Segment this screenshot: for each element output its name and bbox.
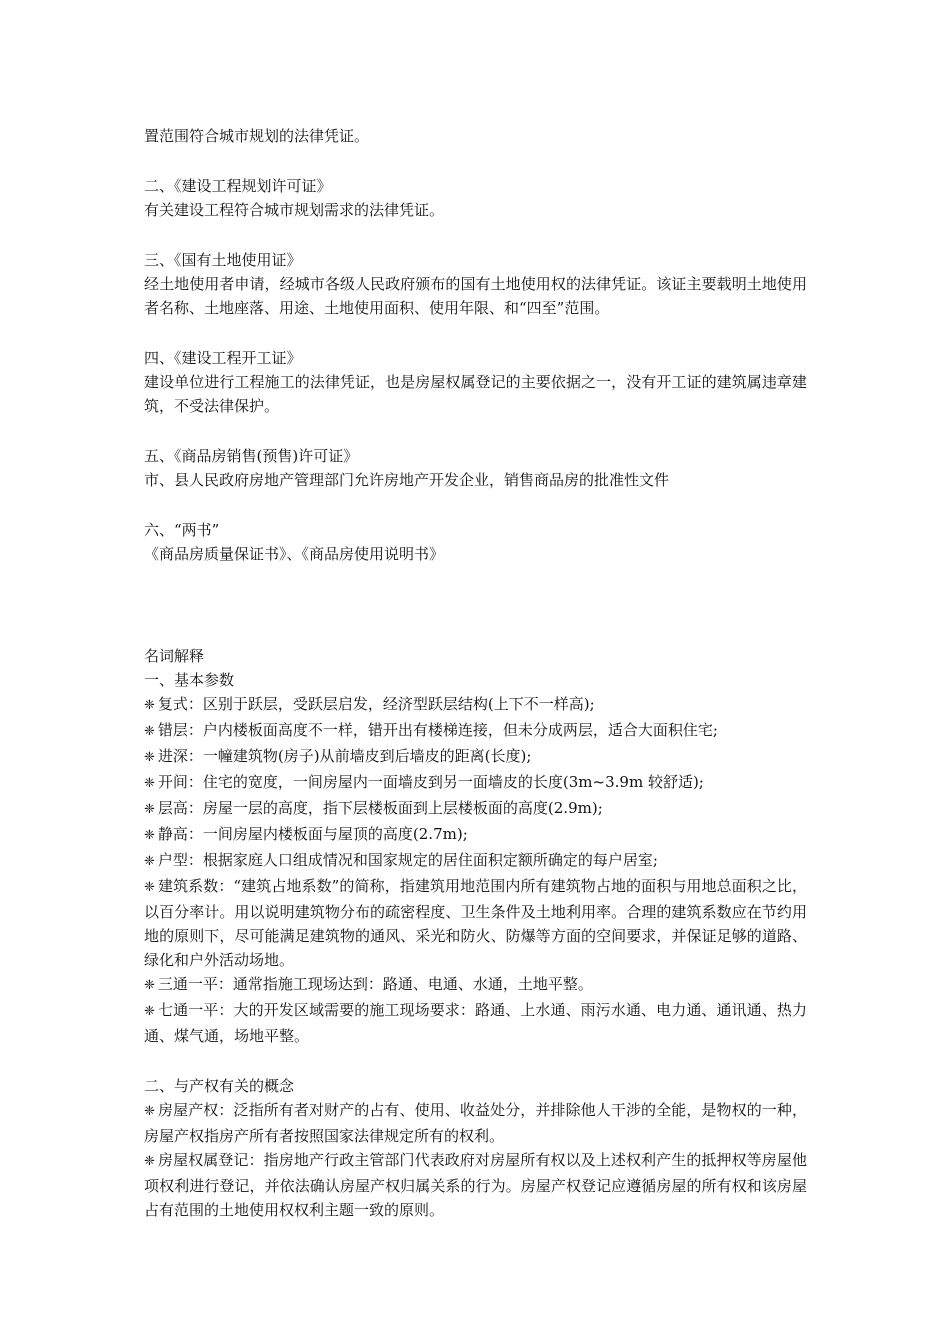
glossary-item [144, 972, 807, 998]
bullet-icon: ❈ [144, 1154, 155, 1169]
glossary-part1-heading: 一、基本参数 [144, 671, 235, 689]
section-body: 《商品房质量保证书》、《商品房使用说明书》 [144, 545, 445, 563]
glossary-item-text: 户型：根据家庭人口组成情况和国家规定的居住面积定额所确定的每户居室; [157, 851, 658, 869]
bullet-icon: ❈ [144, 1104, 155, 1119]
glossary-item-text: 复式：区别于跃层，受跃层启发，经济型跃层结构(上下不一样高); [157, 695, 595, 713]
glossary-item [144, 998, 807, 1048]
bullet-icon: ❈ [144, 828, 155, 843]
section-heading: 六、“两书” [144, 521, 220, 539]
bullet-icon: ❈ [144, 1004, 155, 1019]
section-heading: 四、《建设工程开工证》 [144, 349, 302, 367]
bullet-icon: ❈ [144, 776, 155, 791]
glossary-part2-list [144, 1098, 807, 1222]
glossary-item-text: 房屋权属登记：指房地产行政主管部门代表政府对房屋所有权以及上述权利产生的抵押权等房屋他项权利进行登记，并依法确认房屋产权归属关系的行为。房屋产权登记应遵循房屋的所有权和该房屋占有范围的土地使用权权利主题一致的原则。 [144, 1151, 807, 1219]
intro-fragment: 置范围符合城市规划的法律凭证。 [144, 127, 370, 145]
glossary-item [144, 874, 807, 972]
bullet-icon: ❈ [144, 698, 155, 713]
glossary-part1-list [144, 692, 807, 1048]
section-heading: 二、《建设工程规划许可证》 [144, 177, 332, 195]
glossary-item-text: 房屋产权：泛指所有者对财产的占有、使用、收益处分，并排除他人干涉的全能，是物权的一种，房屋产权指房产所有者按照国家法律规定所有的权利。 [144, 1101, 807, 1145]
glossary-item-text: 进深：一幢建筑物(房子)从前墙皮到后墙皮的距离(长度); [157, 747, 532, 765]
glossary-item [144, 796, 807, 822]
glossary-item [144, 1148, 807, 1222]
bullet-icon: ❈ [144, 802, 155, 817]
glossary-item-text: 开间：住宅的宽度，一间房屋内一面墙皮到另一面墙皮的长度(3m~3.9m 较舒适); [157, 773, 704, 791]
section-heading: 五、《商品房销售(预售)许可证》 [144, 447, 359, 465]
section-body: 经土地使用者申请，经城市各级人民政府颁布的国有土地使用权的法律凭证。该证主要载明土地使用者名称、土地座落、用途、土地使用面积、使用年限、和“四至”范围。 [144, 275, 807, 317]
glossary-item-text: 静高：一间房屋内楼板面与屋顶的高度(2.7m); [157, 825, 468, 843]
bullet-icon: ❈ [144, 750, 155, 765]
glossary-item-text: 七通一平：大的开发区域需要的施工现场要求：路通、上水通、雨污水通、电力通、通讯通、热力通、煤气通，场地平整。 [144, 1001, 807, 1045]
glossary-item [144, 744, 807, 770]
section-heading: 三、《国有土地使用证》 [144, 251, 302, 269]
bullet-icon: ❈ [144, 724, 155, 739]
glossary-part2-heading: 二、与产权有关的概念 [144, 1077, 295, 1095]
glossary-item [144, 1098, 807, 1148]
glossary-item [144, 692, 807, 718]
bullet-icon: ❈ [144, 880, 155, 895]
glossary-title: 名词解释 [144, 647, 205, 665]
glossary-item [144, 770, 807, 796]
section-body: 建设单位进行工程施工的法律凭证，也是房屋权属登记的主要依据之一，没有开工证的建筑属违章建筑，不受法律保护。 [144, 373, 807, 415]
bullet-icon: ❈ [144, 978, 155, 993]
section-body: 有关建设工程符合城市规划需求的法律凭证。 [144, 201, 445, 219]
glossary-item-text: 建筑系数：“建筑占地系数”的简称，指建筑用地范围内所有建筑物占地的面积与用地总面积之比，以百分率计。用以说明建筑物分布的疏密程度、卫生条件及土地利用率。合理的建筑系数应在节约用地的原则下，尽可能满足建筑物的通风、采光和防火、防爆等方面的空间要求，并保证足够的道路、绿化和户外活动场地。 [144, 877, 807, 969]
glossary-item [144, 822, 807, 848]
glossary-item [144, 718, 807, 744]
glossary-item-text: 错层：户内楼板面高度不一样，错开出有楼梯连接，但未分成两层，适合大面积住宅; [157, 721, 718, 739]
bullet-icon: ❈ [144, 854, 155, 869]
glossary-item-text: 层高：房屋一层的高度，指下层楼板面到上层楼板面的高度(2.9m); [157, 799, 603, 817]
glossary-item-text: 三通一平：通常指施工现场达到：路通、电通、水通，土地平整。 [157, 975, 593, 993]
glossary-item [144, 848, 807, 874]
section-body: 市、县人民政府房地产管理部门允许房地产开发企业，销售商品房的批准性文件 [144, 471, 670, 489]
